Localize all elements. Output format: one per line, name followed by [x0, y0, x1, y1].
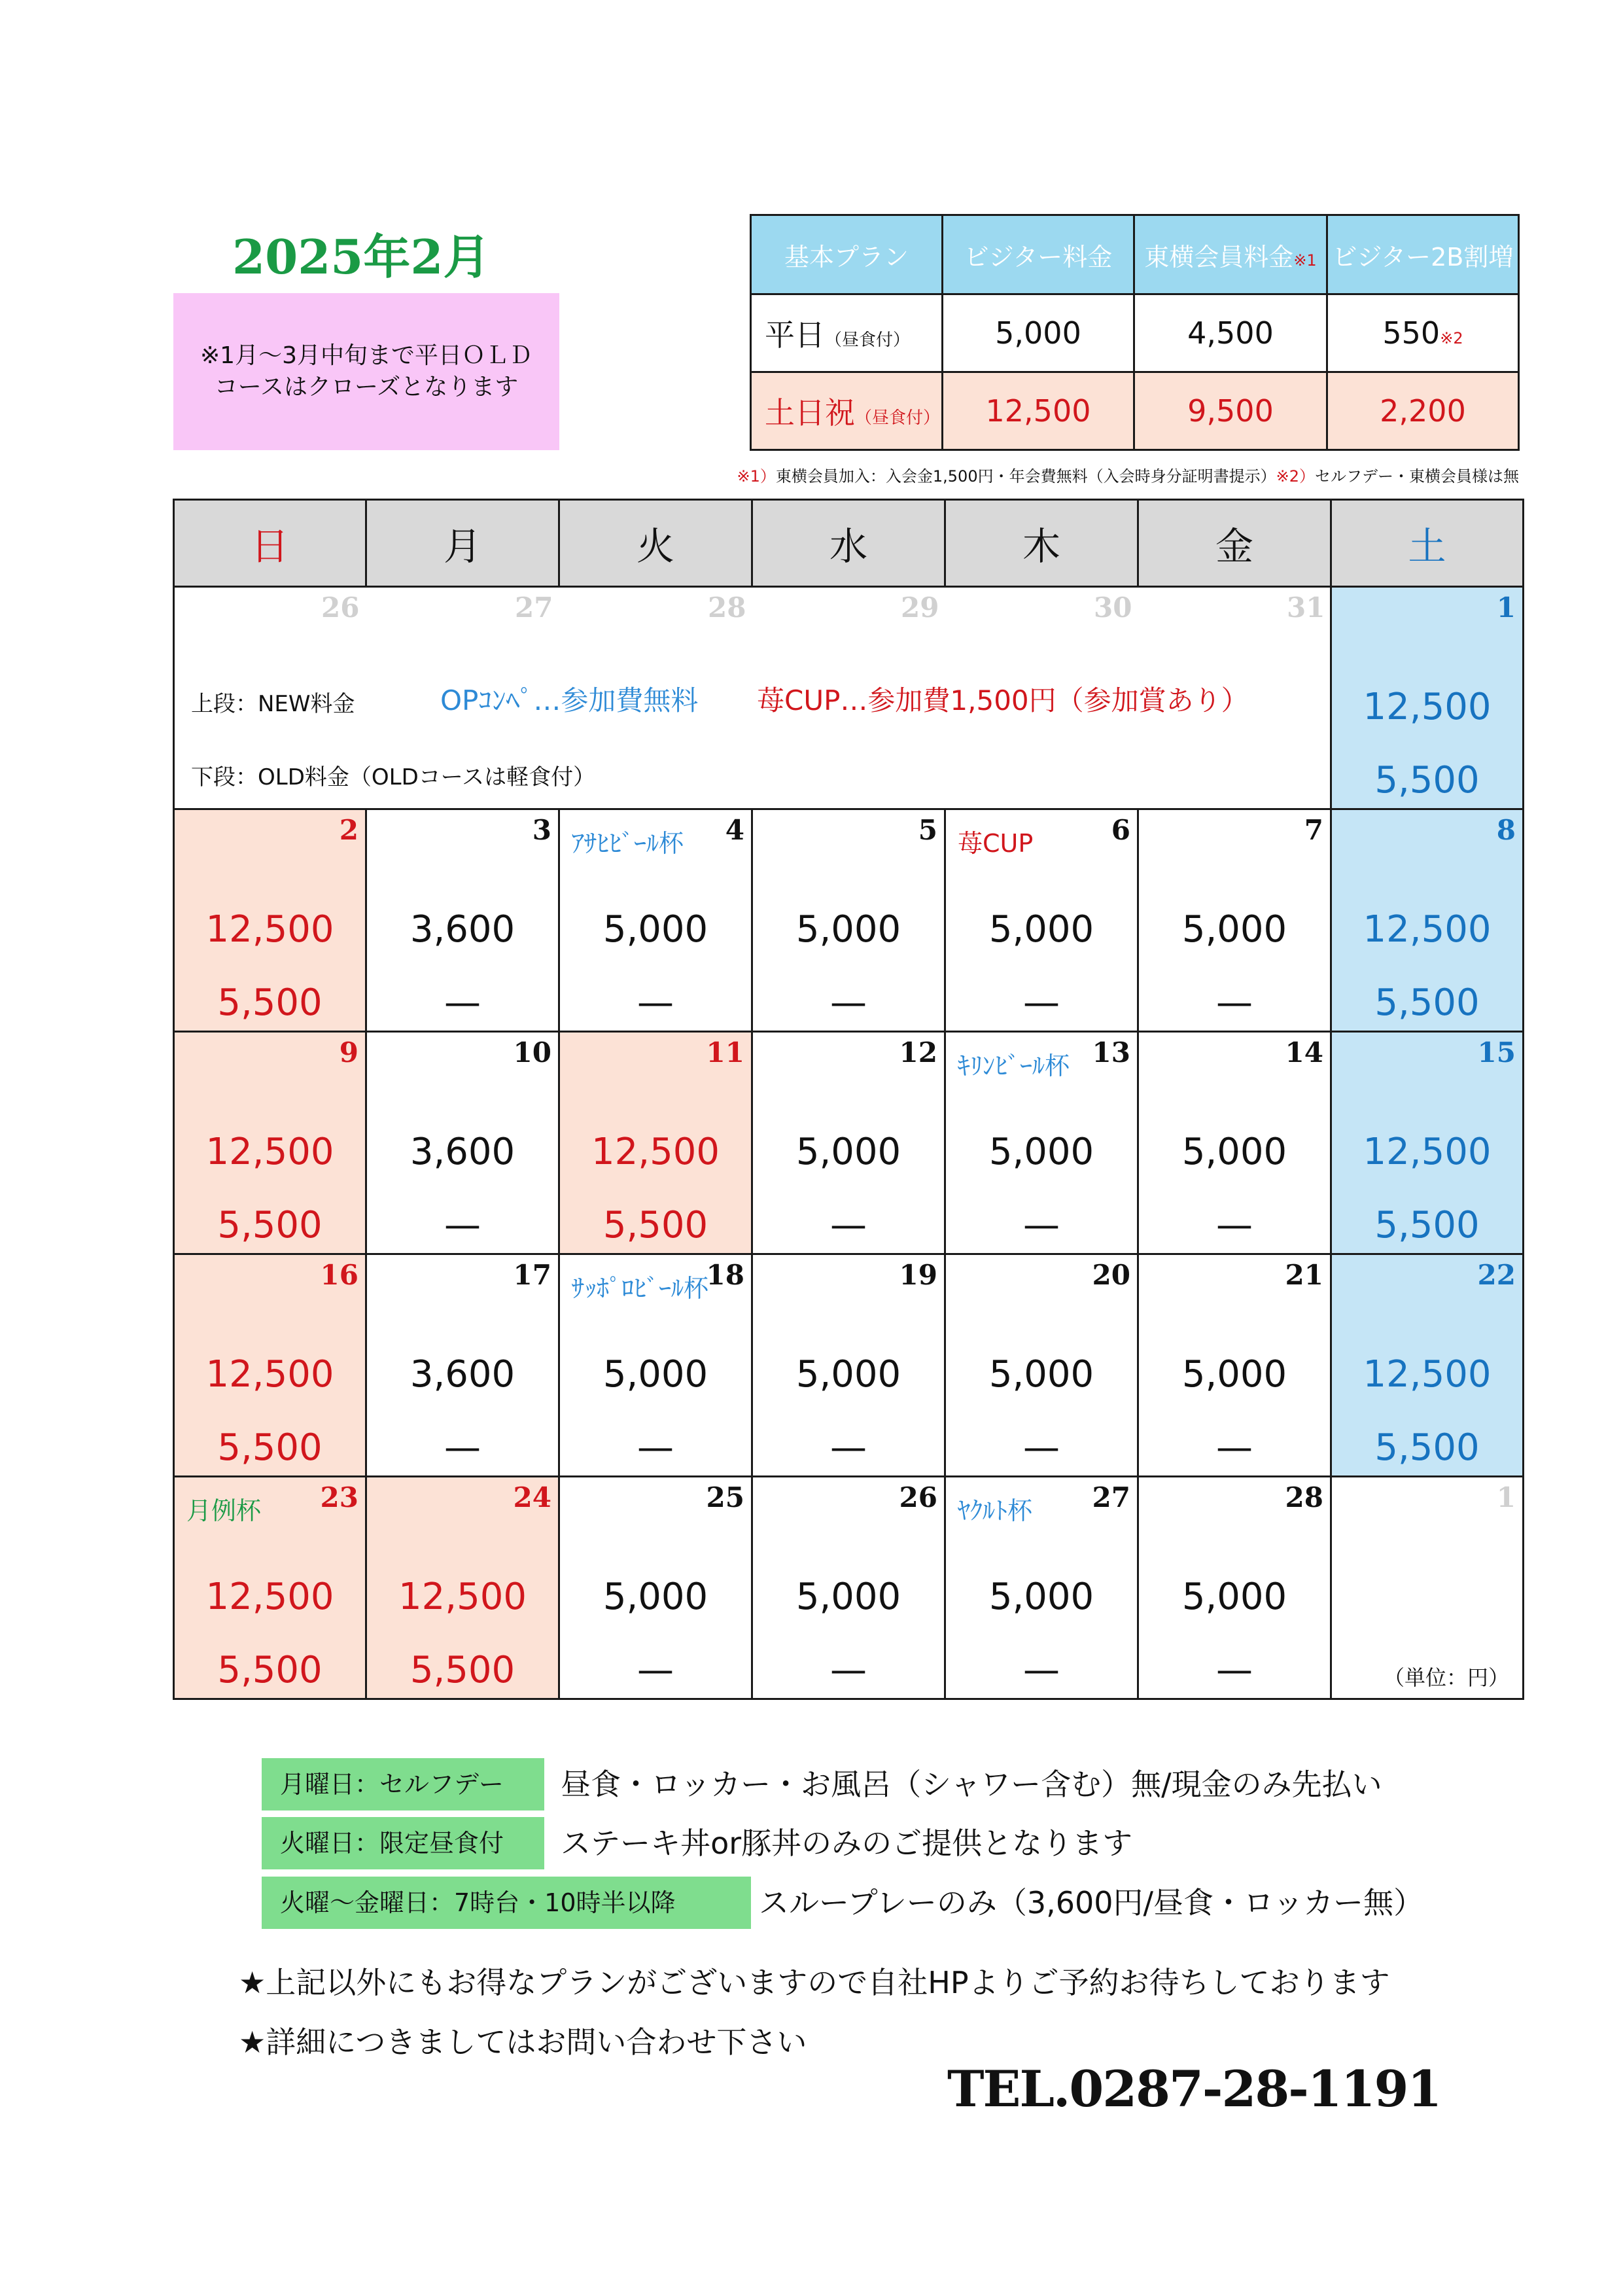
calendar-week-3 — [174, 1032, 1524, 1254]
price-old: 5,500 — [217, 1204, 323, 1246]
day-cell — [752, 1032, 945, 1254]
price-weekend-visitor: 12,500 — [943, 372, 1134, 450]
day-number: 19 — [899, 1259, 937, 1291]
price-old: — — [830, 1649, 867, 1691]
price-old: — — [1216, 1426, 1253, 1469]
price-new: 12,500 — [205, 1576, 334, 1618]
day-cell — [945, 809, 1138, 1032]
price-new: 5,000 — [602, 1353, 708, 1396]
day-number: 13 — [1092, 1036, 1130, 1069]
footnote-text: セルフデー・東横会員様は無 — [1315, 467, 1519, 486]
day-number: 25 — [706, 1481, 744, 1513]
price-old: — — [444, 1204, 481, 1246]
prev-day: 27 — [515, 592, 553, 624]
day-number: 21 — [1285, 1259, 1323, 1291]
footnote-text: 東横会員加入：入会金1,500円・年会費無料（入会時身分証明書提示） — [775, 467, 1276, 486]
day-number: 17 — [513, 1259, 551, 1291]
unit-label: （単位：円） — [1383, 1665, 1509, 1690]
event-label: 月例杯 — [186, 1496, 262, 1525]
prev-day: 29 — [901, 592, 939, 624]
price-new: 5,000 — [1181, 908, 1287, 951]
price-new: 5,000 — [602, 908, 708, 951]
weekday-sat: 土 — [1331, 500, 1524, 587]
weekday-wed: 水 — [752, 500, 945, 587]
day-cell — [559, 1254, 752, 1477]
day-cell — [1138, 1032, 1331, 1254]
legend-upper: 上段：NEW料金 — [191, 691, 355, 717]
day-cell — [366, 1254, 559, 1477]
event-label: ｷﾘﾝﾋﾞｰﾙ杯 — [958, 1051, 1070, 1080]
day-cell — [559, 1032, 752, 1254]
row-label: 土日祝 — [765, 395, 855, 431]
price-old: 5,500 — [217, 1426, 323, 1469]
prev-day: 30 — [1094, 592, 1132, 624]
day-cell — [1331, 1477, 1524, 1699]
day-cell — [366, 809, 559, 1032]
price-table — [750, 214, 1520, 451]
closure-notice — [173, 293, 559, 450]
day-number: 11 — [706, 1036, 744, 1069]
price-value: 550 — [1382, 315, 1440, 351]
calendar — [173, 499, 1524, 1700]
day-number: 20 — [1092, 1259, 1130, 1291]
day-cell — [1331, 587, 1524, 809]
day-cell — [1138, 1477, 1331, 1699]
ichigo-cup-note: 苺CUP…参加費1,500円（参加賞あり） — [757, 684, 1249, 716]
price-header-mark: ※1 — [1293, 251, 1317, 270]
price-new: 5,000 — [795, 1353, 901, 1396]
day-cell — [559, 1477, 752, 1699]
price-old: — — [444, 1426, 481, 1469]
price-new: 12,500 — [1363, 1131, 1492, 1173]
prev-day: 28 — [708, 592, 746, 624]
price-new: 5,000 — [1181, 1131, 1287, 1173]
price-old: 5,500 — [217, 1649, 323, 1691]
info-text-monday: 昼食・ロッカー・お風呂（シャワー含む）無/現金のみ先払い — [561, 1767, 1382, 1802]
legend-lower: 下段：OLD料金（OLDコースは軽食付） — [191, 764, 596, 790]
day-number: 18 — [706, 1259, 744, 1291]
day-number: 5 — [918, 814, 937, 846]
price-weekend-member: 9,500 — [1134, 372, 1327, 450]
day-cell — [945, 1477, 1138, 1699]
price-new: 5,000 — [988, 1353, 1094, 1396]
day-number: 16 — [320, 1259, 358, 1291]
price-new: 12,500 — [1363, 1353, 1492, 1396]
price-header-2b: ビジター2B割増 — [1327, 215, 1519, 294]
price-footnote — [680, 463, 1519, 486]
day-number: 14 — [1285, 1036, 1323, 1069]
day-cell — [945, 1032, 1138, 1254]
price-old: 5,500 — [602, 1204, 708, 1246]
price-new: 5,000 — [795, 1131, 901, 1173]
info-tag-tuesday: 火曜日：限定昼食付 — [262, 1817, 544, 1869]
event-label: 苺CUP — [958, 829, 1034, 858]
day-cell — [1331, 1254, 1524, 1477]
price-new: 12,500 — [205, 908, 334, 951]
weekday-sun: 日 — [174, 500, 366, 587]
price-old: — — [830, 981, 867, 1024]
weekday-thu: 木 — [945, 500, 1138, 587]
price-new: 5,000 — [988, 1131, 1094, 1173]
price-new: 5,000 — [1181, 1576, 1287, 1618]
page-title: 2025年2月 — [232, 229, 491, 285]
price-old: — — [1023, 1426, 1060, 1469]
price-new: 12,500 — [1363, 686, 1492, 728]
price-header-member-label: 東横会員料金 — [1144, 242, 1294, 272]
price-old: — — [830, 1204, 867, 1246]
day-number: 2 — [339, 814, 358, 846]
calendar-week-1 — [174, 587, 1524, 809]
info-text-tuesday: ステーキ丼or豚丼のみのご提供となります — [561, 1826, 1133, 1861]
day-number: 26 — [899, 1481, 937, 1513]
day-number: 12 — [899, 1036, 937, 1069]
op-compe-note: OPｺﾝﾍﾟ…参加費無料 — [440, 684, 699, 716]
price-old: — — [1216, 1204, 1253, 1246]
calendar-week-5 — [174, 1477, 1524, 1699]
price-new: 5,000 — [1181, 1353, 1287, 1396]
day-cell — [1138, 809, 1331, 1032]
notice-line: ※1月～3月中旬まで平日ＯＬＤ — [200, 342, 532, 369]
price-row-label-weekend — [751, 372, 943, 450]
day-cell — [174, 1477, 366, 1699]
price-old: 5,500 — [1374, 1426, 1480, 1469]
day-number: 15 — [1477, 1036, 1516, 1069]
day-cell — [1331, 1032, 1524, 1254]
note-inquiry: ★詳細につきましてはお問い合わせ下さい — [239, 2024, 807, 2060]
price-new: 5,000 — [795, 1576, 901, 1618]
day-cell — [174, 809, 366, 1032]
price-new: 12,500 — [1363, 908, 1492, 951]
price-old: — — [1023, 1204, 1060, 1246]
day-number: 10 — [513, 1036, 551, 1069]
price-old: — — [1216, 981, 1253, 1024]
price-old: 5,500 — [1374, 981, 1480, 1024]
note-plans: ★上記以外にもお得なプランがございますので自社HPよりご予約お待ちしております — [239, 1965, 1390, 2000]
prev-day: 26 — [321, 592, 360, 624]
price-new: 12,500 — [591, 1131, 720, 1173]
row-label-note: （昼食付） — [855, 408, 941, 428]
day-cell — [752, 1254, 945, 1477]
notice-line: コースはクローズとなります — [214, 374, 519, 400]
day-number: 6 — [1111, 814, 1130, 846]
calendar-week-4 — [174, 1254, 1524, 1477]
price-header-plan: 基本プラン — [751, 215, 943, 294]
event-label: ｻｯﾎﾟﾛﾋﾞｰﾙ杯 — [572, 1274, 709, 1303]
price-old: — — [637, 1649, 674, 1691]
day-number: 22 — [1477, 1259, 1516, 1291]
day-number: 27 — [1092, 1481, 1130, 1513]
price-old: — — [637, 1426, 674, 1469]
day-cell — [559, 809, 752, 1032]
event-label: ｱｻﾋﾋﾞｰﾙ杯 — [572, 829, 684, 858]
price-weekend-2b: 2,200 — [1327, 372, 1519, 450]
price-new: 5,000 — [988, 908, 1094, 951]
weekday-mon: 月 — [366, 500, 559, 587]
day-cell — [366, 1032, 559, 1254]
day-number: 9 — [339, 1036, 358, 1069]
price-new: 12,500 — [398, 1576, 527, 1618]
day-number: 1 — [1496, 1481, 1516, 1513]
row-label-note: （昼食付） — [825, 330, 911, 350]
footnote-mark: ※2） — [1276, 467, 1315, 486]
weekday-fri: 金 — [1138, 500, 1331, 587]
price-old: 5,500 — [1374, 759, 1480, 802]
day-number: 1 — [1496, 592, 1516, 624]
day-cell — [752, 1477, 945, 1699]
price-old: — — [1023, 981, 1060, 1024]
telephone-number: TEL.0287-28-1191 — [947, 2060, 1441, 2118]
price-old: — — [1023, 1649, 1060, 1691]
price-old: 5,500 — [1374, 1204, 1480, 1246]
weekday-tue: 火 — [559, 500, 752, 587]
day-number: 7 — [1304, 814, 1323, 846]
day-cell — [752, 809, 945, 1032]
price-weekday-visitor: 5,000 — [943, 294, 1134, 372]
weekday-header-row — [174, 500, 1524, 587]
day-number: 23 — [320, 1481, 358, 1513]
info-tag-monday: 月曜日：セルフデー — [262, 1758, 544, 1810]
price-new: 5,000 — [602, 1576, 708, 1618]
calendar-week-2 — [174, 809, 1524, 1032]
price-mark: ※2 — [1440, 329, 1463, 347]
price-header-member — [1134, 215, 1327, 294]
day-cell — [1331, 809, 1524, 1032]
price-weekday-2b — [1327, 294, 1519, 372]
price-old: — — [830, 1426, 867, 1469]
day-cell — [945, 1254, 1138, 1477]
day-cell — [1138, 1254, 1331, 1477]
prev-day: 31 — [1287, 592, 1325, 624]
day-cell — [174, 1032, 366, 1254]
price-weekday-member: 4,500 — [1134, 294, 1327, 372]
price-new: 5,000 — [988, 1576, 1094, 1618]
prev-month-block — [174, 587, 1331, 809]
event-label: ﾔｸﾙﾄ杯 — [958, 1496, 1033, 1525]
price-new: 3,600 — [410, 908, 515, 951]
price-old: — — [637, 981, 674, 1024]
price-old: 5,500 — [410, 1649, 515, 1691]
info-tag-thru-play: 火曜～金曜日：7時台・10時半以降 — [262, 1877, 751, 1929]
price-row-label-weekday — [751, 294, 943, 372]
footnote-mark: ※1） — [737, 467, 776, 486]
day-number: 4 — [725, 814, 744, 846]
day-number: 3 — [532, 814, 551, 846]
price-new: 5,000 — [795, 908, 901, 951]
price-new: 12,500 — [205, 1131, 334, 1173]
price-new: 3,600 — [410, 1131, 515, 1173]
price-old: — — [1216, 1649, 1253, 1691]
price-new: 3,600 — [410, 1353, 515, 1396]
row-label: 平日 — [765, 317, 825, 353]
price-new: 12,500 — [205, 1353, 334, 1396]
day-cell — [366, 1477, 559, 1699]
price-header-visitor: ビジター料金 — [943, 215, 1134, 294]
day-number: 8 — [1496, 814, 1516, 846]
price-old: — — [444, 981, 481, 1024]
day-number: 28 — [1285, 1481, 1323, 1513]
info-text-thru-play: スループレーのみ（3,600円/昼食・ロッカー無） — [759, 1885, 1424, 1920]
day-cell — [174, 1254, 366, 1477]
day-number: 24 — [513, 1481, 551, 1513]
price-old: 5,500 — [217, 981, 323, 1024]
